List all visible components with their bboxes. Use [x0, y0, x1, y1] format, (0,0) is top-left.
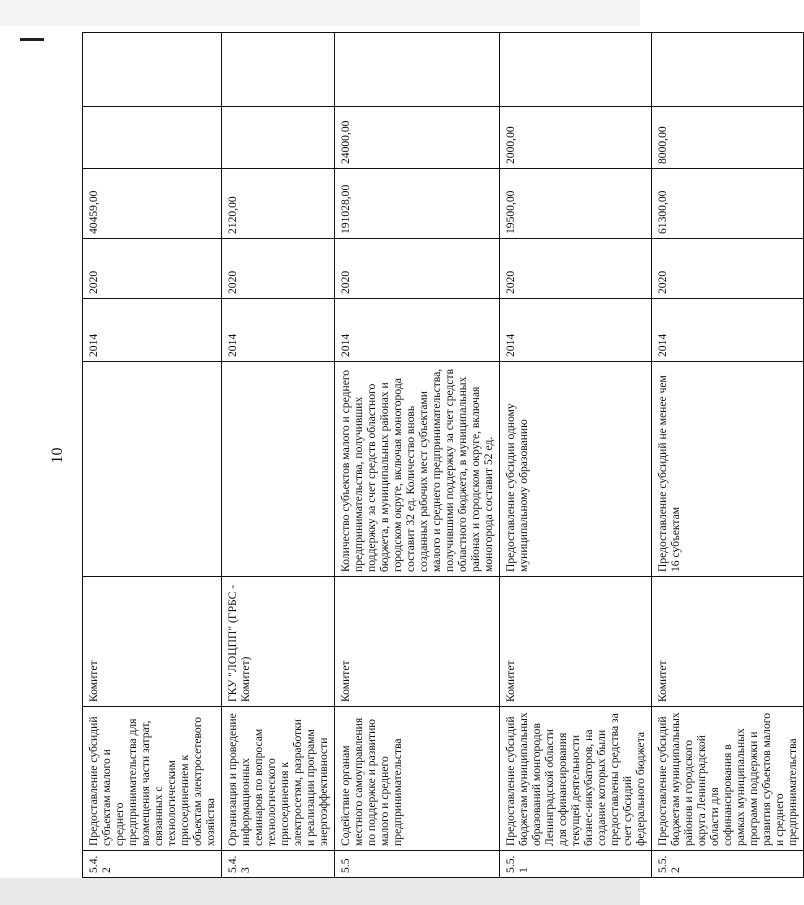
row-year-1 [222, 107, 335, 169]
row-year-1: 24000,00 [335, 107, 500, 169]
row-year-1: 2000,00 [500, 107, 652, 169]
table-row [652, 33, 804, 878]
row-year-2 [83, 33, 222, 107]
row-start-year: 2014 [335, 299, 500, 362]
row-executor: Комитет [335, 577, 500, 707]
row-year-2 [222, 33, 335, 107]
table-row [335, 33, 500, 878]
row-total: 191028,00 [335, 169, 500, 239]
row-result: Предоставление субсидии одному муниципальному образованию [500, 362, 652, 577]
row-end-year: 2020 [335, 239, 500, 299]
row-year-1 [83, 107, 222, 169]
row-end-year: 2020 [500, 239, 652, 299]
scan-bottom-edge [0, 878, 640, 905]
row-result [222, 362, 335, 577]
row-year-2 [335, 33, 500, 107]
row-number: 5.5.1 [500, 851, 652, 878]
row-total: 61300,00 [652, 169, 804, 239]
program-table [82, 32, 804, 878]
row-name: Предоставление субсидий субъектам малого и среднего предпринимательства для возмещения части затрат, связанных с технологическим присоединением к объектам электросетевого хозяйства [83, 707, 222, 851]
table-row [500, 33, 652, 878]
row-number: 5.4.2 [83, 851, 222, 878]
row-number: 5.5 [335, 851, 500, 878]
rotated-sheet [34, 33, 799, 878]
row-end-year: 2020 [222, 239, 335, 299]
row-name: Предоставление субсидий бюджетам муниципальных образований монгородов Ленинградской области для софинансирования текущей деятельности бизнес-инкубаторов, на создание которых были предоставлены средства за счет субсидий федерального бюджета [500, 707, 652, 851]
row-total: 2120,00 [222, 169, 335, 239]
row-year-1: 8000,00 [652, 107, 804, 169]
row-total: 19500,00 [500, 169, 652, 239]
row-result: Предоставление субсидий не менее чем 16 субъектам [652, 362, 804, 577]
row-name: Организация и проведение информационных семинаров по вопросам технологического присоединения к электросетям, разработки и реализации программ энергоэффективности [222, 707, 335, 851]
row-start-year: 2014 [83, 299, 222, 362]
scan-top-edge [0, 0, 640, 26]
row-number: 5.4.3 [222, 851, 335, 878]
row-start-year: 2014 [652, 299, 804, 362]
row-executor: ГКУ "ЛОЦПП" (ГРБС - Комитет) [222, 577, 335, 707]
row-name: Предоставление субсидий бюджетам муниципальных районов и городского округа Ленинградской области для софинансирования в рамках муниципальных программ поддержки и развития субъектов малого и среднего предпринимательства [652, 707, 804, 851]
row-executor: Комитет [83, 577, 222, 707]
row-result: Количество субъектов малого и среднего предпринимательства, получивших поддержку за счет средств областного бюджета, в муниципальных районах и городском округе, включая моногорода составит 32 ед. Количество вновь созданных рабочих мест субъектами малого и среднего предпринимательства, получившими поддержку за счет средств областного бюджета, в муниципальных районах и городском округе, включая моногорода составит 52 ед. [335, 362, 500, 577]
row-executor: Комитет [652, 577, 804, 707]
row-result [83, 362, 222, 577]
row-end-year: 2020 [83, 239, 222, 299]
row-executor: Комитет [500, 577, 652, 707]
page-number: 10 [49, 447, 66, 464]
table-row [83, 33, 222, 878]
row-total: 40459,00 [83, 169, 222, 239]
table-row [222, 33, 335, 878]
row-number: 5.5.2 [652, 851, 804, 878]
row-year-2 [500, 33, 652, 107]
row-start-year: 2014 [500, 299, 652, 362]
row-start-year: 2014 [222, 299, 335, 362]
row-year-2 [652, 33, 804, 107]
row-name: Содействие органам местного самоуправления по поддержке и развитию малого и среднего предпринимательства [335, 707, 500, 851]
row-end-year: 2020 [652, 239, 804, 299]
